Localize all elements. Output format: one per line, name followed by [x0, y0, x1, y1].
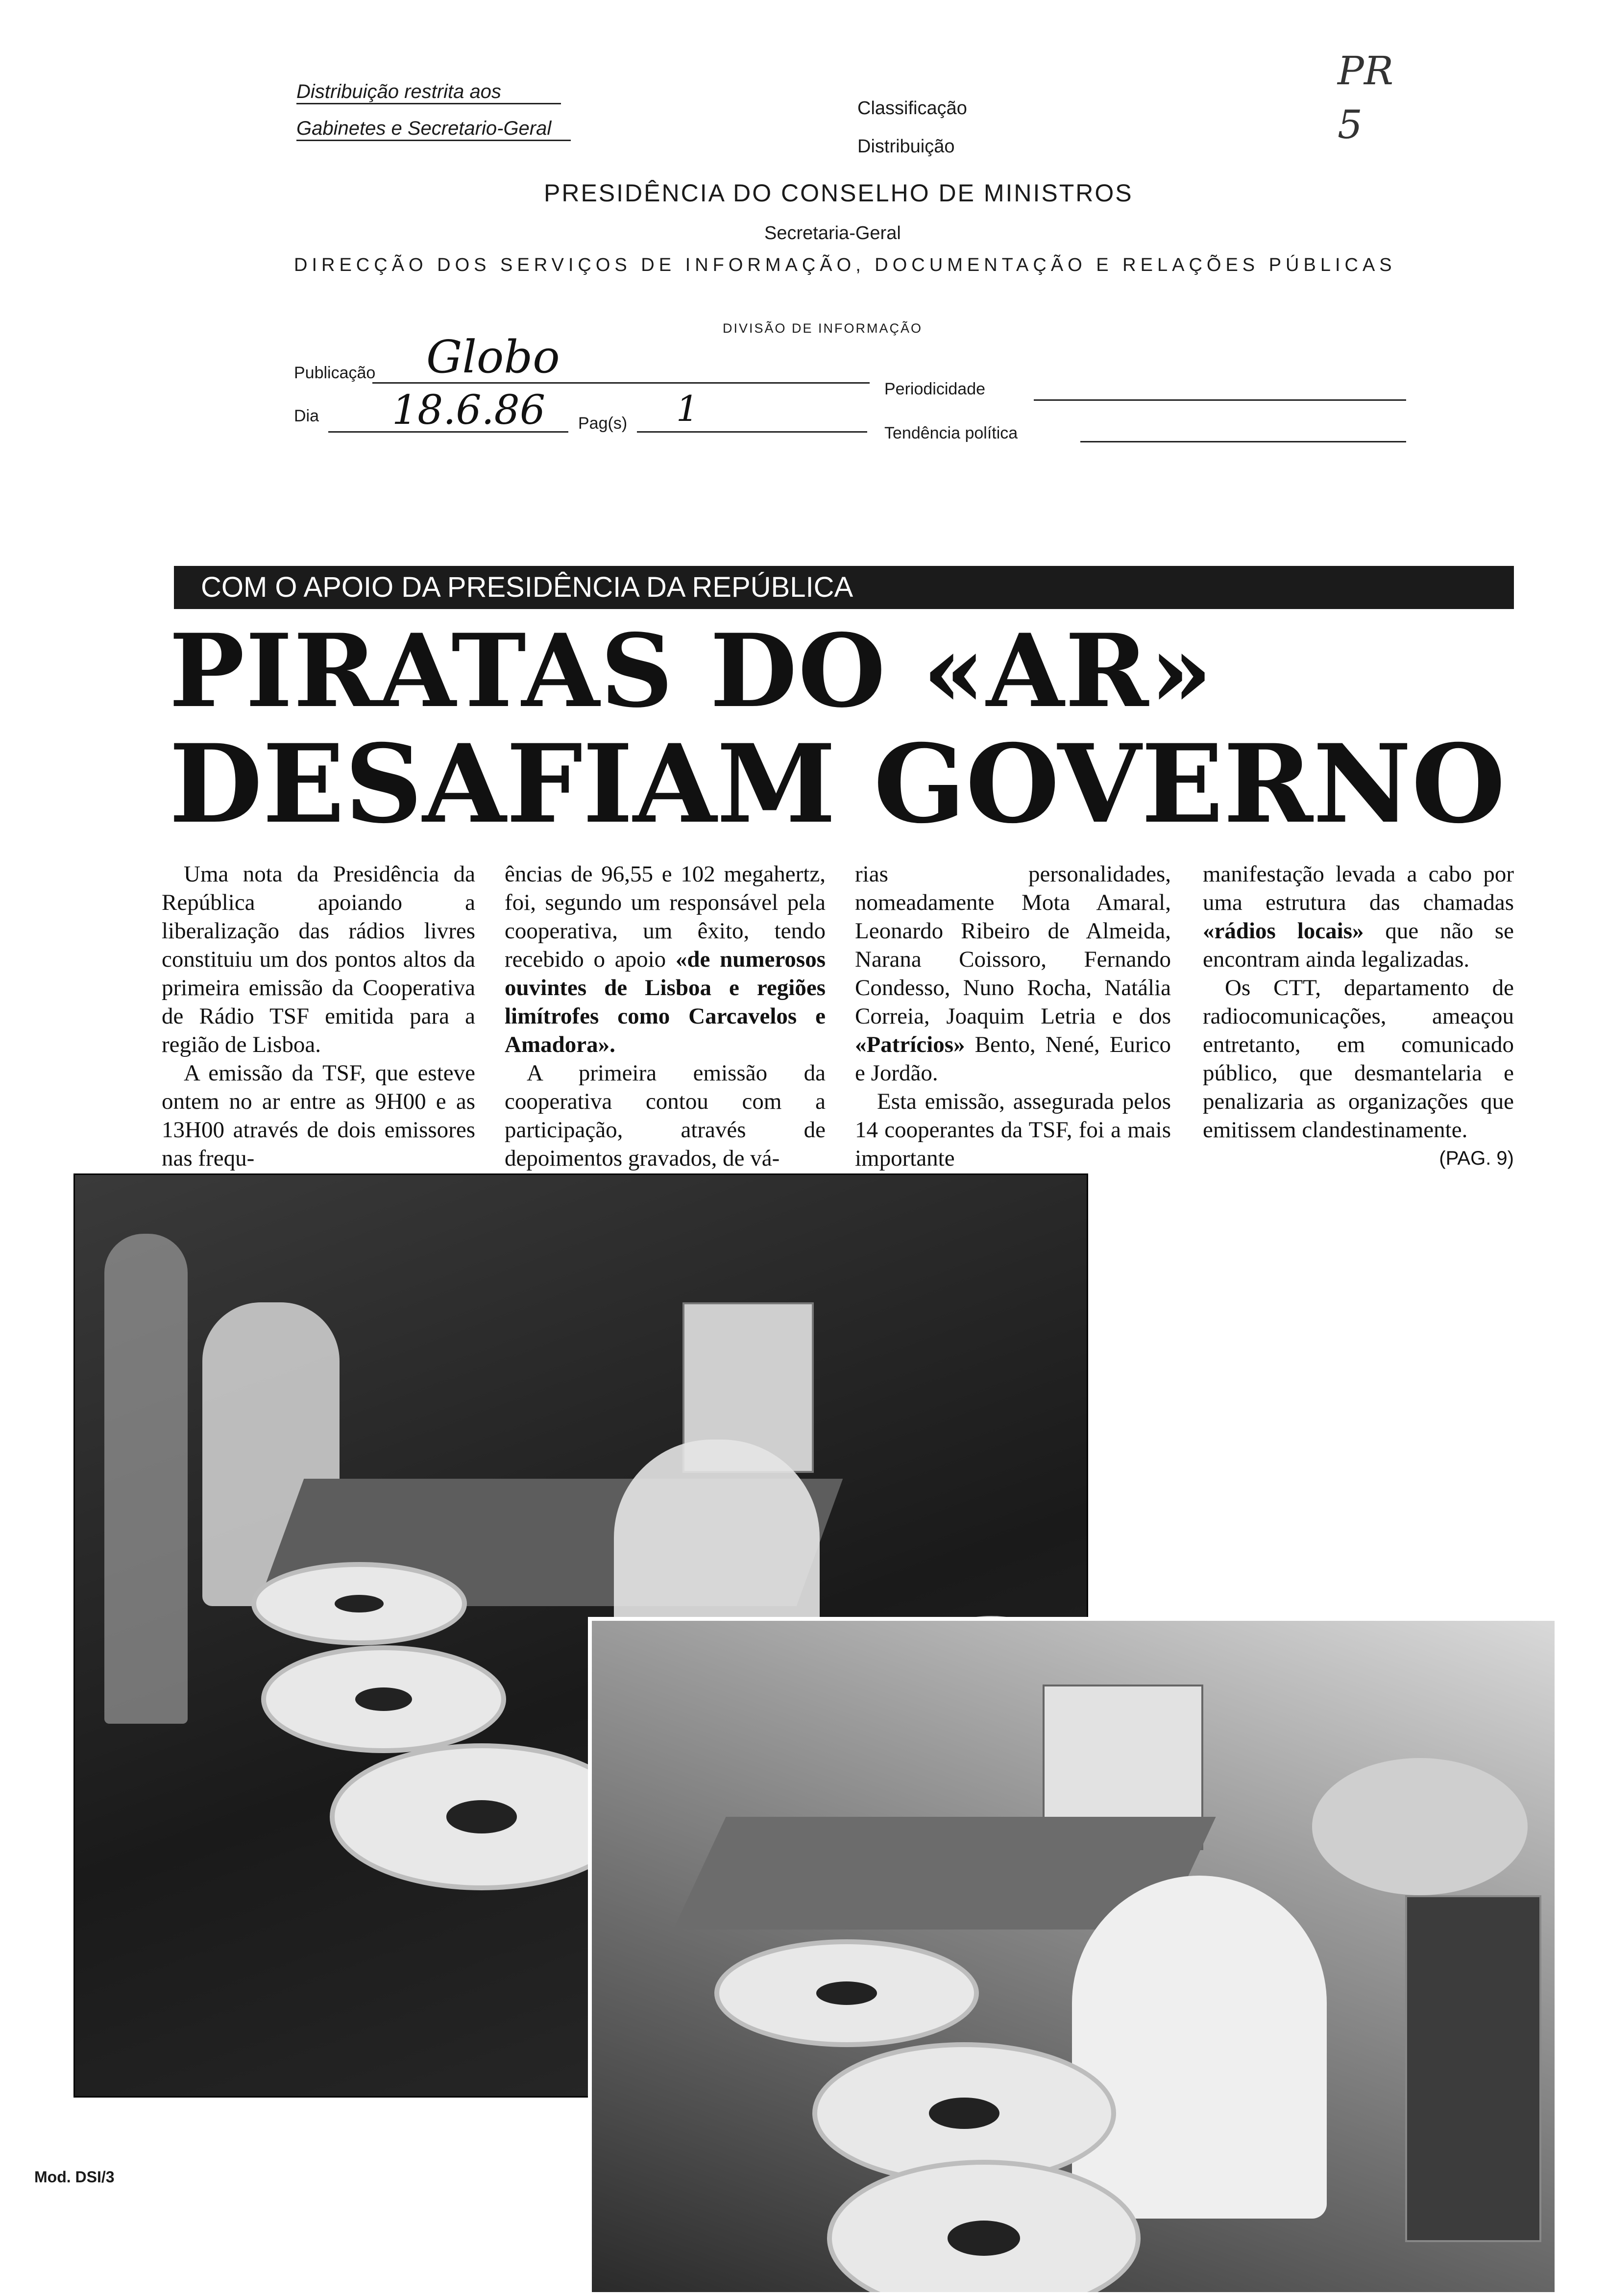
- text-run: rias personalidades, nomeadamente Mota Amaral, Leonardo Ribeiro de Almeida, Narana Coissoro, Fernando Condesso, Nuno Rocha, Natália Correia, Joaquim Letria e dos: [855, 861, 1171, 1029]
- text-run: ências de 96,55 e 102 megahertz, foi, segundo um responsável pela cooperativa, um êxito, tendo recebido o apoio: [505, 861, 826, 972]
- text-run: Bento, Nené, Eurico e Jordão.: [855, 1032, 1171, 1086]
- page-label: Pag(s): [578, 414, 628, 433]
- equipment-rack: [1405, 1895, 1541, 2242]
- article-column-4: [1203, 860, 1514, 1172]
- article-column-2: [505, 860, 826, 1172]
- page-value: 1: [676, 388, 699, 429]
- day-value: 18.6.86: [392, 387, 545, 434]
- paragraph: Uma nota da Presidência da República apoiando a liberalização das rádios livres constituiu um dos pontos altos da primeira emissão da Cooperativa de Rádio TSF emitida para a região de Lisboa.: [162, 861, 475, 1057]
- text-run-bold: «Patrícios»: [855, 1032, 965, 1057]
- distribution-label: Distribuição: [857, 136, 955, 157]
- page-field: [637, 388, 867, 433]
- person-silhouette: [104, 1234, 188, 1724]
- person-silhouette: [1072, 1876, 1327, 2219]
- day-field: [328, 387, 568, 434]
- periodicity-field: [1034, 375, 1406, 401]
- handwritten-corner-mark: PR 5: [1338, 48, 1394, 147]
- headline-line1: PIRATAS DO «AR»: [169, 612, 1214, 730]
- publication-label: Publicação: [294, 364, 376, 382]
- distribution-note-line1: Distribuição restrita aos: [296, 81, 561, 104]
- kicker-band: [174, 566, 1514, 609]
- text-run: que não se encontram ainda legalizadas.: [1203, 918, 1514, 972]
- directorate-title: DIRECÇÃO DOS SERVIÇOS DE INFORMAÇÃO, DOCUMENTAÇÃO E RELAÇÕES PÚBLICAS: [294, 255, 1396, 275]
- tape-reel: [251, 1562, 467, 1645]
- continuation-note: (PAG. 9): [1439, 1148, 1514, 1169]
- paragraph: A primeira emissão da cooperativa contou com a participação, através de depoimentos gravados, de vá-: [505, 1060, 826, 1171]
- article-column-3: [855, 860, 1171, 1172]
- paragraph: [1203, 860, 1514, 974]
- paragraph: Os CTT, departamento de radiocomunicações, ameaçou entretanto, em comunicado público, que desmantelaria e penalizaria as organizações que emitissem clandestinamente.: [1203, 975, 1514, 1143]
- paragraph: Esta emissão, assegurada pelos 14 cooperantes da TSF, foi a mais importante: [855, 1089, 1171, 1171]
- political-tendency-label: Tendência política: [884, 424, 1018, 442]
- publication-value: Globo: [426, 331, 560, 383]
- paragraph: A emissão da TSF, que esteve ontem no ar entre as 9H00 e as 13H00 através de dois emissores nas frequ-: [162, 1060, 475, 1171]
- text-run-bold: «de numerosos ouvintes de Lisboa e regiões limítrofes como Carcavelos e Amadora».: [505, 947, 826, 1057]
- form-code: Mod. DSI/3: [34, 2168, 115, 2186]
- paragraph: [855, 860, 1171, 1087]
- publication-field: [372, 331, 870, 384]
- institution-title: PRESIDÊNCIA DO CONSELHO DE MINISTROS: [544, 179, 1133, 207]
- studio-photo-2: [588, 1617, 1558, 2296]
- division-title: DIVISÃO DE INFORMAÇÃO: [723, 321, 923, 336]
- article-column-1: [162, 860, 475, 1172]
- day-label: Dia: [294, 407, 319, 425]
- classification-label: Classificação: [857, 98, 967, 119]
- kicker-text: COM O APOIO DA PRESIDÊNCIA DA REPÚBLICA: [201, 571, 853, 603]
- tape-reel: [714, 1939, 979, 2047]
- political-tendency-field: [1080, 431, 1406, 442]
- headline-line2: DESAFIAM GOVERNO: [169, 720, 1506, 847]
- distribution-note-line2: Gabinetes e Secretario-Geral: [296, 118, 571, 141]
- text-run: manifestação levada a cabo por uma estrutura das chamadas: [1203, 861, 1514, 915]
- text-run-bold: «rádios locais»: [1203, 918, 1364, 944]
- turntable: [1312, 1758, 1528, 1895]
- periodicity-label: Periodicidade: [884, 380, 986, 398]
- secretariat-title: Secretaria-Geral: [764, 223, 901, 244]
- paragraph: [505, 860, 826, 1059]
- tape-reel: [261, 1645, 506, 1753]
